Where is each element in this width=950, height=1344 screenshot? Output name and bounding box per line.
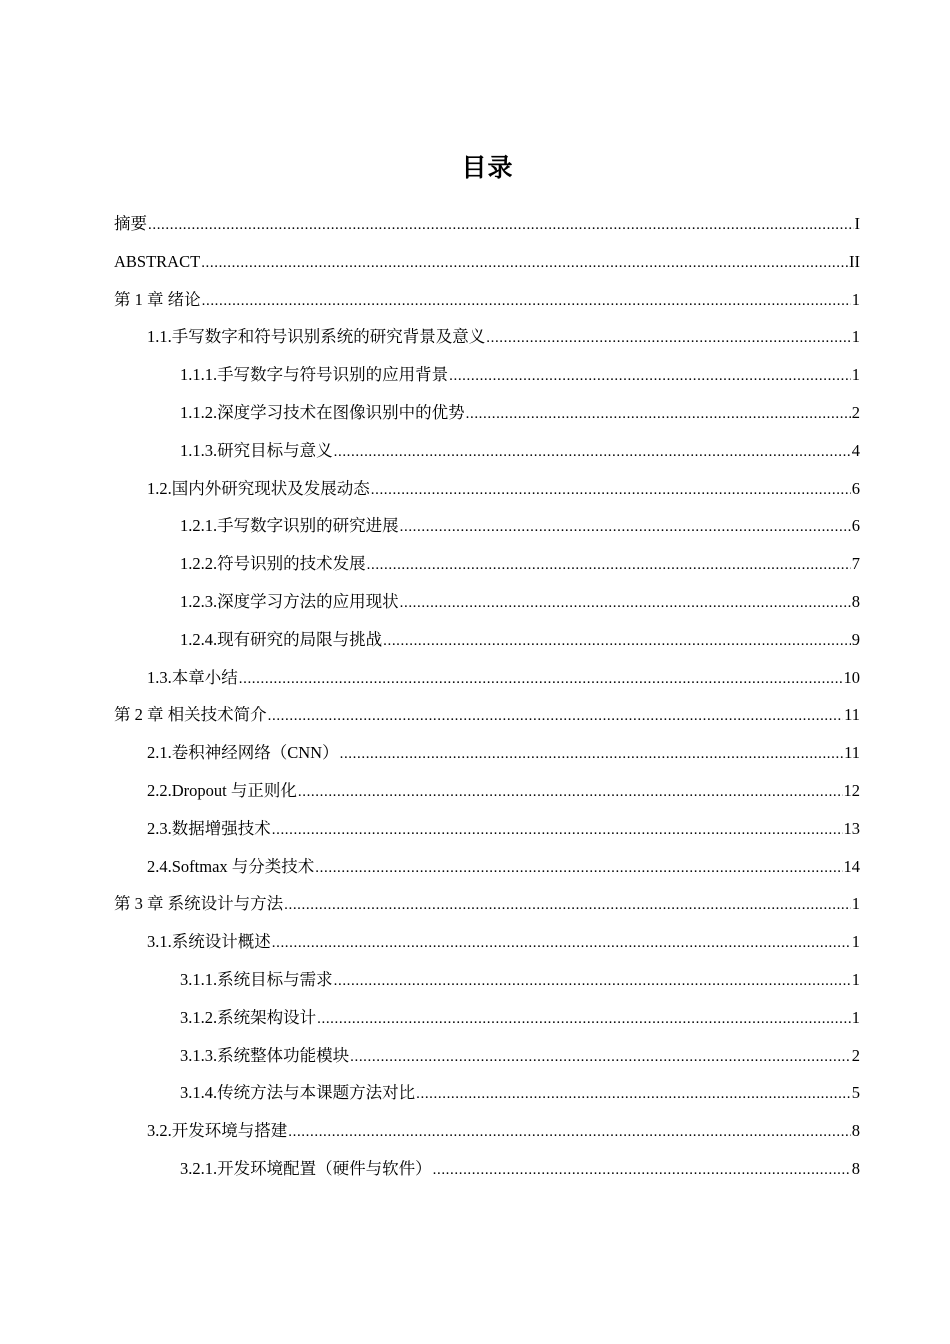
toc-entry-label: ABSTRACT xyxy=(114,251,201,271)
toc-entry[interactable] xyxy=(114,1074,860,1112)
dot-leader xyxy=(340,736,844,774)
toc-entry[interactable] xyxy=(114,999,860,1037)
toc-entry-page-number: 1 xyxy=(851,1007,860,1027)
toc-entry-page-number: II xyxy=(849,251,860,271)
toc-entry-page-number: 1 xyxy=(851,365,860,385)
dot-leader xyxy=(371,472,851,510)
toc-entry-label: 2.2.Dropout 与正则化 xyxy=(147,780,297,800)
dot-leader xyxy=(383,623,851,661)
toc-entry-page-number: 6 xyxy=(851,516,860,536)
dot-leader xyxy=(272,925,851,963)
dot-leader xyxy=(400,585,851,623)
toc-entry-page-number: 1 xyxy=(851,969,860,989)
dot-leader xyxy=(433,1152,851,1190)
toc-entry-page-number: 9 xyxy=(851,629,860,649)
toc-entry-page-number: 12 xyxy=(843,780,860,800)
toc-entry[interactable] xyxy=(114,470,860,508)
dot-leader xyxy=(317,1001,851,1039)
toc-entry-page-number: 1 xyxy=(851,289,860,309)
dot-leader xyxy=(268,698,843,736)
toc-entry-label: 3.2.开发环境与搭建 xyxy=(147,1121,288,1141)
toc-entry-label: 1.1.3.研究目标与意义 xyxy=(180,440,333,460)
dot-leader xyxy=(288,1114,851,1152)
toc-entry-page-number: 1 xyxy=(851,932,860,952)
toc-entry[interactable] xyxy=(114,432,860,470)
dot-leader xyxy=(239,661,843,699)
dot-leader xyxy=(298,774,843,812)
toc-entry[interactable] xyxy=(114,810,860,848)
toc-entry-label: 1.1.手写数字和符号识别系统的研究背景及意义 xyxy=(147,327,486,347)
toc-entry-label: 3.1.3.系统整体功能模块 xyxy=(180,1045,350,1065)
toc-entry-label: 第 2 章 相关技术简介 xyxy=(114,705,267,725)
toc-entry[interactable] xyxy=(114,1112,860,1150)
toc-entry-label: 3.2.1.开发环境配置（硬件与软件） xyxy=(180,1158,432,1178)
toc-entry[interactable] xyxy=(114,545,860,583)
toc-entry-page-number: 11 xyxy=(844,743,860,763)
toc-entry[interactable] xyxy=(114,281,860,319)
toc-entry[interactable] xyxy=(114,772,860,810)
toc-entry-page-number: I xyxy=(854,214,860,233)
toc-entry-page-number: 2 xyxy=(851,402,860,422)
toc-entry[interactable] xyxy=(114,885,860,923)
toc-entry[interactable] xyxy=(114,1037,860,1075)
dot-leader xyxy=(466,396,851,434)
toc-entry-label: 2.1.卷积神经网络（CNN） xyxy=(147,743,339,763)
toc-entry-page-number: 8 xyxy=(851,1121,860,1141)
toc-entry-label: 第 3 章 系统设计与方法 xyxy=(114,894,284,914)
dot-leader xyxy=(367,547,851,585)
toc-entry[interactable] xyxy=(114,356,860,394)
toc-entry-label: 3.1.系统设计概述 xyxy=(147,932,271,952)
toc-entry-page-number: 6 xyxy=(851,478,860,498)
dot-leader xyxy=(315,850,842,888)
dot-leader xyxy=(284,887,851,925)
toc-entry[interactable] xyxy=(114,205,860,243)
toc-entry[interactable] xyxy=(114,923,860,961)
toc-entry-page-number: 4 xyxy=(851,440,860,460)
toc-entry-page-number: 8 xyxy=(851,591,860,611)
toc-entry-page-number: 11 xyxy=(844,705,860,725)
toc-entry-page-number: 7 xyxy=(851,554,860,574)
toc-entry-page-number: 2 xyxy=(851,1045,860,1065)
toc-entry-label: 1.2.国内外研究现状及发展动态 xyxy=(147,478,370,498)
toc-entry-label: 3.1.2.系统架构设计 xyxy=(180,1007,317,1027)
toc-entry-page-number: 13 xyxy=(843,818,860,838)
toc-entry[interactable] xyxy=(114,394,860,432)
dot-leader xyxy=(272,812,843,850)
toc-entry-page-number: 10 xyxy=(843,667,860,687)
dot-leader xyxy=(350,1039,851,1077)
dot-leader xyxy=(334,963,851,1001)
toc-entry-label: 1.1.1.手写数字与符号识别的应用背景 xyxy=(180,365,449,385)
toc-entry[interactable] xyxy=(114,621,860,659)
dot-leader xyxy=(449,358,851,396)
toc-entry[interactable] xyxy=(114,507,860,545)
toc-entry-page-number: 1 xyxy=(851,327,860,347)
toc-entry-page-number: 14 xyxy=(843,856,860,876)
toc-entry-page-number: 8 xyxy=(851,1158,860,1178)
toc-entry-label: 1.2.2.符号识别的技术发展 xyxy=(180,554,366,574)
toc-entry-label: 摘要 xyxy=(114,214,147,233)
toc-entry-label: 2.3.数据增强技术 xyxy=(147,818,271,838)
toc-entry-label: 第 1 章 绪论 xyxy=(114,289,201,309)
dot-leader xyxy=(201,245,848,283)
dot-leader xyxy=(202,283,851,321)
toc-entry[interactable] xyxy=(114,243,860,281)
toc-entry-page-number: 1 xyxy=(851,894,860,914)
dot-leader xyxy=(148,207,854,245)
toc-entry[interactable] xyxy=(114,659,860,697)
toc-entry[interactable] xyxy=(114,848,860,886)
toc-entry[interactable] xyxy=(114,696,860,734)
dot-leader xyxy=(416,1076,851,1114)
toc-entry-label: 1.3.本章小结 xyxy=(147,667,238,687)
toc-entry-label: 1.1.2.深度学习技术在图像识别中的优势 xyxy=(180,402,465,422)
toc-entry-label: 1.2.1.手写数字识别的研究进展 xyxy=(180,516,399,536)
toc-entry[interactable] xyxy=(114,1150,860,1188)
toc-entry-label: 1.2.3.深度学习方法的应用现状 xyxy=(180,591,399,611)
toc-entry-label: 2.4.Softmax 与分类技术 xyxy=(147,856,315,876)
toc-entry-page-number: 5 xyxy=(851,1083,860,1103)
table-of-contents xyxy=(114,205,860,1188)
toc-entry[interactable] xyxy=(114,583,860,621)
toc-entry-label: 3.1.1.系统目标与需求 xyxy=(180,969,333,989)
dot-leader xyxy=(400,509,851,547)
toc-entry-label: 1.2.4.现有研究的局限与挑战 xyxy=(180,629,383,649)
dot-leader xyxy=(486,320,851,358)
toc-title: 目录 xyxy=(461,153,514,182)
toc-entry-label: 3.1.4.传统方法与本课题方法对比 xyxy=(180,1083,416,1103)
dot-leader xyxy=(334,434,851,472)
toc-entry[interactable] xyxy=(114,961,860,999)
toc-entry[interactable] xyxy=(114,734,860,772)
toc-entry[interactable] xyxy=(114,318,860,356)
